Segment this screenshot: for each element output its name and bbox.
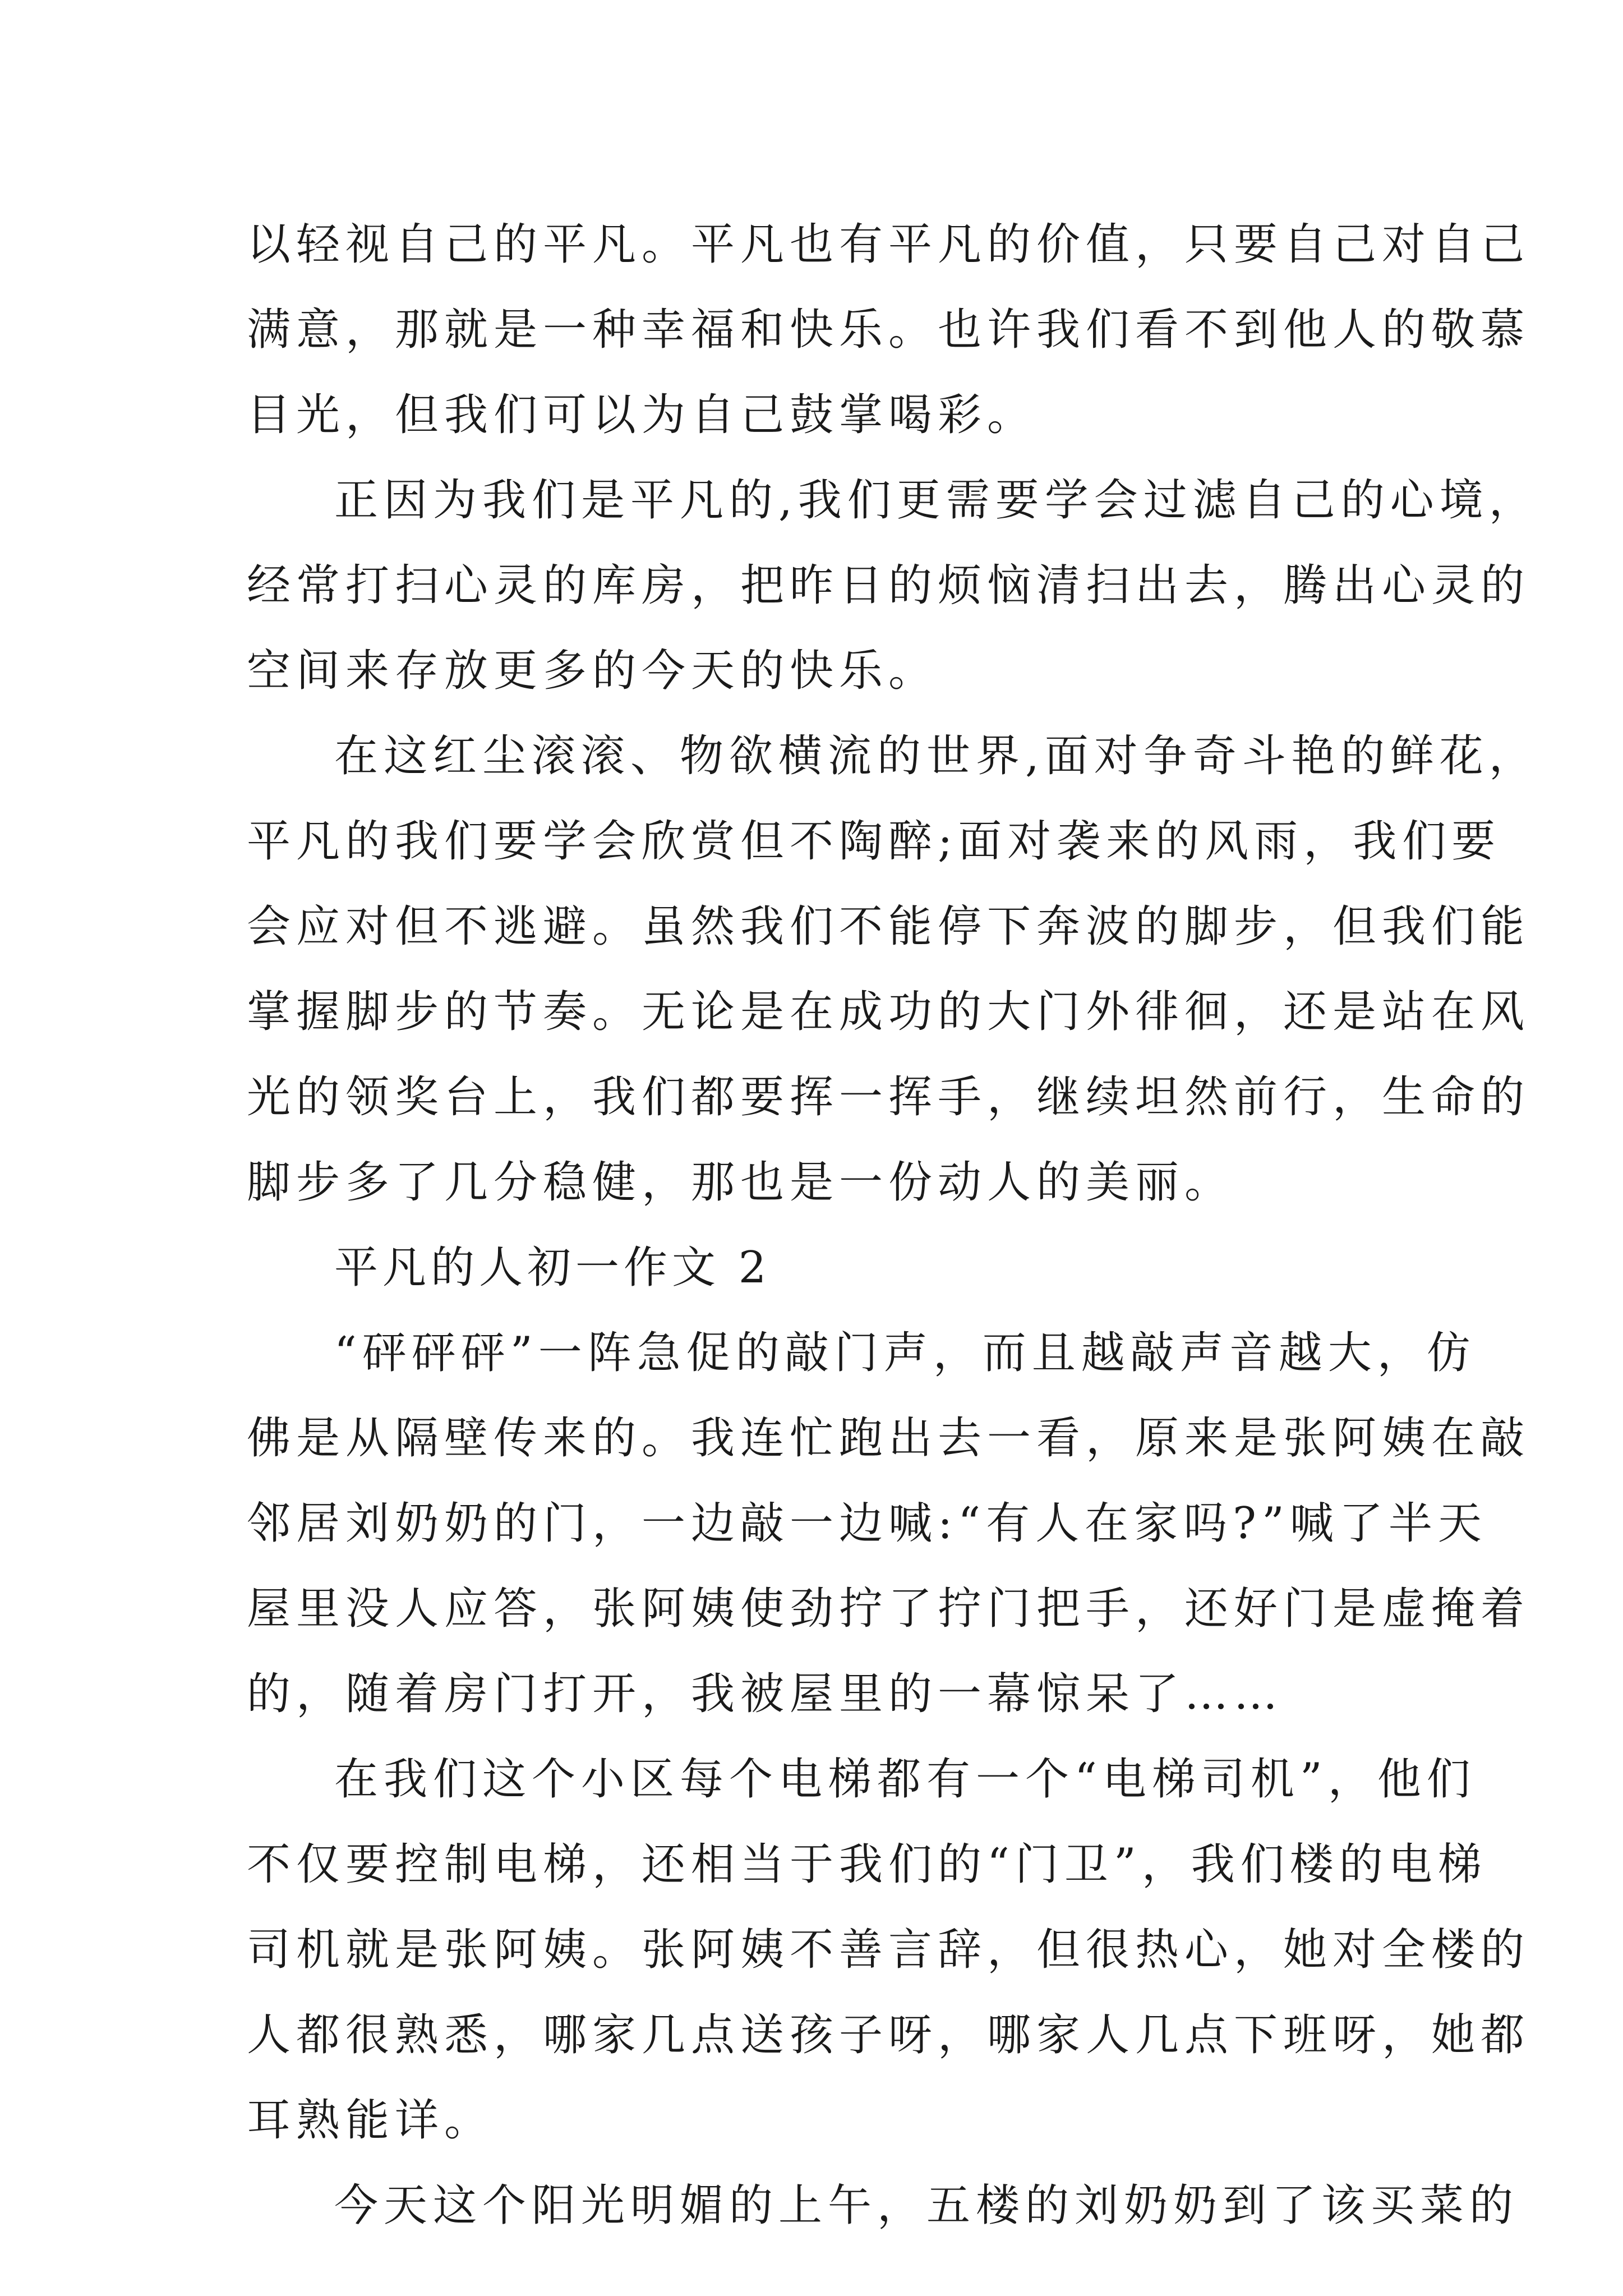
text-line: 人都很熟悉，哪家几点送孩子呀，哪家人几点下班呀，她都 xyxy=(247,2010,1530,2060)
text-line: 空间来存放更多的今天的快乐。 xyxy=(247,646,938,696)
section-heading: 平凡的人初一作文 2 xyxy=(334,1243,771,1293)
text-line: 司机就是张阿姨。张阿姨不善言辞，但很热心，她对全楼的 xyxy=(247,1925,1530,1975)
text-line: 平凡的我们要学会欣赏但不陶醉;面对袭来的风雨，我们要 xyxy=(247,816,1501,867)
text-line: 今天这个阳光明媚的上午，五楼的刘奶奶到了该买菜的 xyxy=(334,2180,1519,2231)
text-line: 在这红尘滚滚、物欲横流的世界,面对争奇斗艳的鲜花， xyxy=(334,731,1538,781)
text-line: 满意，那就是一种幸福和快乐。也许我们看不到他人的敬慕 xyxy=(247,305,1530,355)
text-line: 经常打扫心灵的库房，把昨日的烦恼清扫出去，腾出心灵的 xyxy=(247,560,1530,611)
text-line: 光的领奖台上，我们都要挥一挥手，继续坦然前行，生命的 xyxy=(247,1072,1530,1122)
text-line: “砰砰砰”一阵急促的敲门声，而且越敲声音越大，仿 xyxy=(334,1328,1476,1378)
text-line: 耳熟能详。 xyxy=(247,2095,494,2146)
text-line: 正因为我们是平凡的,我们更需要学会过滤自己的心境， xyxy=(334,475,1538,526)
essay-text-block xyxy=(247,202,1538,2248)
text-line: 的，随着房门打开，我被屋里的一幕惊呆了…… xyxy=(247,1669,1284,1719)
text-line: 屋里没人应答，张阿姨使劲拧了拧门把手，还好门是虚掩着 xyxy=(247,1584,1530,1634)
text-line: 邻居刘奶奶的门，一边敲一边喊:“有人在家吗?”喊了半天 xyxy=(247,1498,1487,1549)
text-line: 目光，但我们可以为自己鼓掌喝彩。 xyxy=(247,390,1037,440)
text-line: 掌握脚步的节奏。无论是在成功的大门外徘徊，还是站在风 xyxy=(247,987,1530,1037)
text-line: 会应对但不逃避。虽然我们不能停下奔波的脚步，但我们能 xyxy=(247,901,1530,952)
text-line: 脚步多了几分稳健，那也是一份动人的美丽。 xyxy=(247,1157,1234,1208)
text-line: 不仅要控制电梯，还相当于我们的“门卫”，我们楼的电梯 xyxy=(247,1839,1487,1890)
text-line: 在我们这个小区每个电梯都有一个“电梯司机”，他们 xyxy=(334,1754,1476,1805)
text-line: 以轻视自己的平凡。平凡也有平凡的价值，只要自己对自己 xyxy=(247,219,1530,270)
text-line: 佛是从隔壁传来的。我连忙跑出去一看，原来是张阿姨在敲 xyxy=(247,1413,1530,1464)
